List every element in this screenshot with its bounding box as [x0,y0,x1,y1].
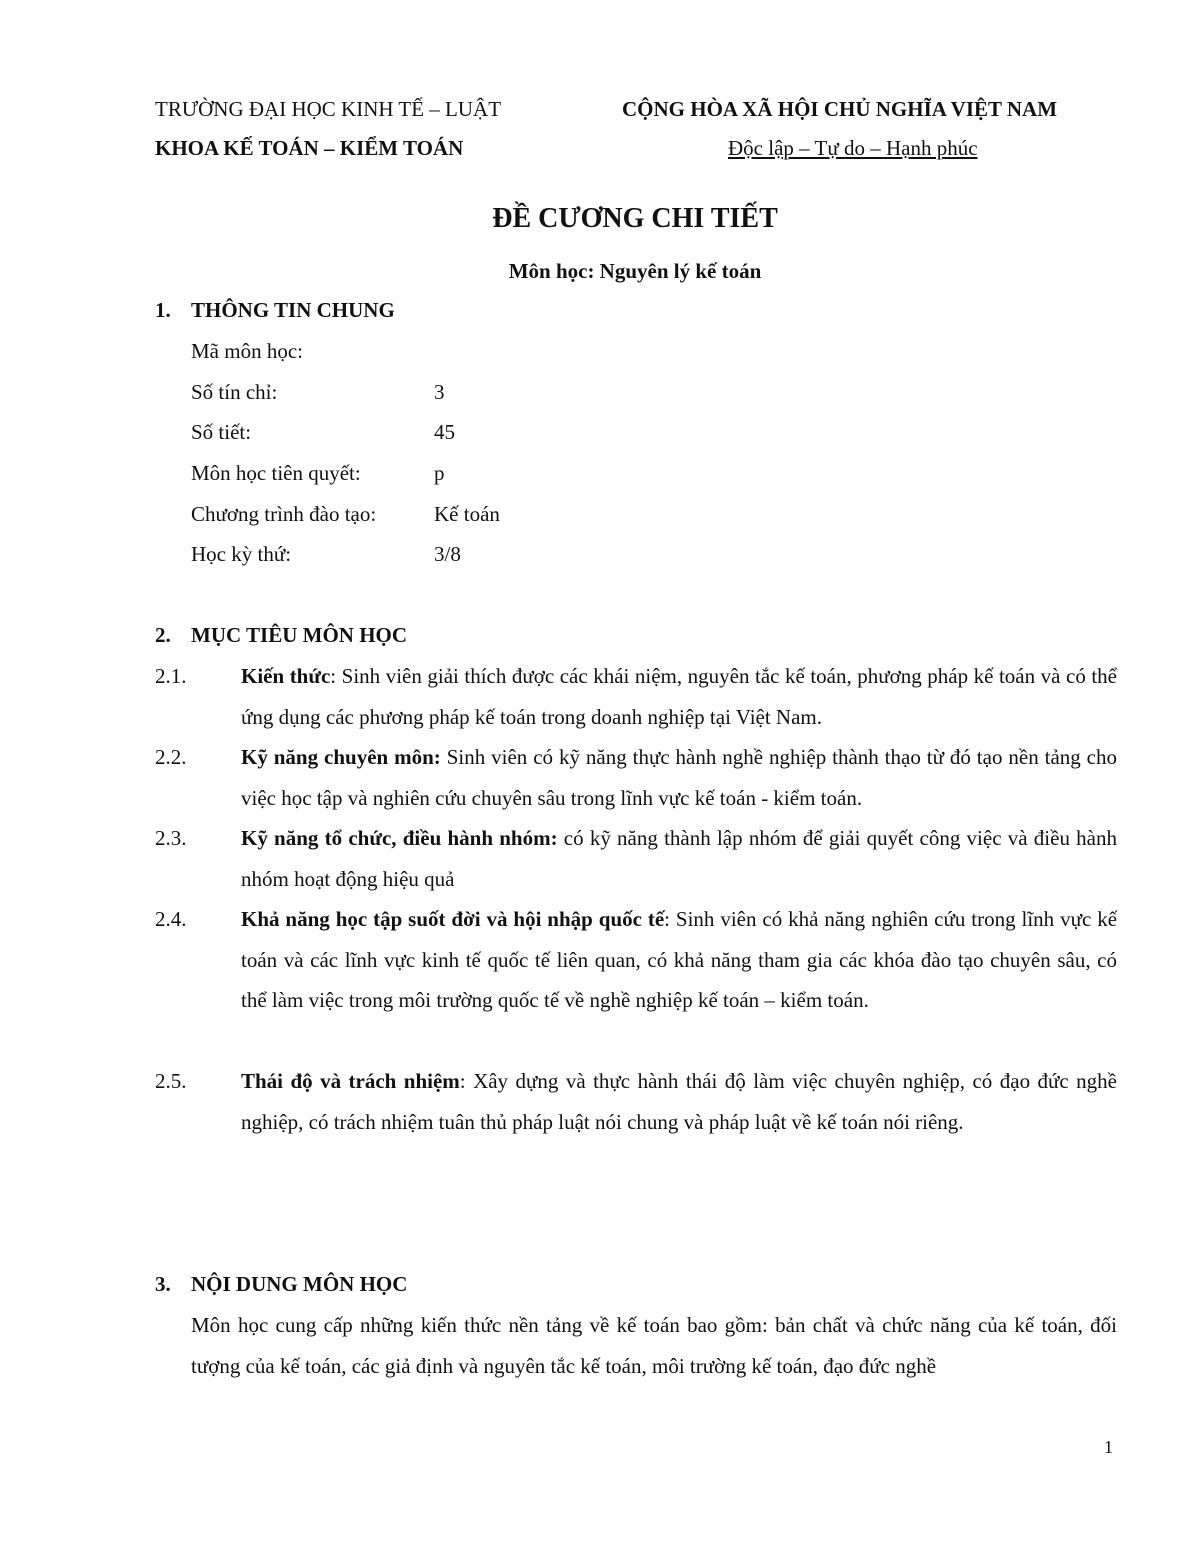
objective-item [155,737,1117,818]
info-value: 3/8 [434,542,461,566]
info-value: 3 [434,380,445,404]
section-2-title: MỤC TIÊU MÔN HỌC [191,623,408,647]
objective-item [155,656,1117,737]
section-1-number: 1. [155,298,171,322]
section-3-heading [155,1272,407,1297]
objective-description: : Sinh viên giải thích được các khái niệm, nguyên tắc kế toán, phương pháp kế toán và có thể ứng dụng các phương pháp kế toán trong doanh nghiệp tại Việt Nam. [241,664,1117,729]
objective-number: 2.4. [155,907,187,931]
objective-title: Khả năng học tập suốt đời và hội nhập quốc tế [241,907,665,931]
info-label: Chương trình đào tạo: [191,502,377,526]
university-name: TRƯỜNG ĐẠI HỌC KINH TẾ – LUẬT [155,97,502,121]
section-2-number: 2. [155,623,171,647]
info-value: 45 [434,420,455,444]
objective-text [241,1061,1117,1142]
info-label: Số tín chỉ: [191,380,278,404]
page-number: 1 [1104,1437,1113,1457]
info-value: Kế toán [434,502,500,526]
objective-description: có kỹ năng thành lập nhóm để giải quyết công việc và điều hành nhóm hoạt động hiệu quả [241,826,1117,891]
section-3-title: NỘI DUNG MÔN HỌC [191,1272,408,1296]
faculty-name: KHOA KẾ TOÁN – KIỂM TOÁN [155,136,464,160]
objective-item [155,1061,1117,1142]
course-subtitle: Môn học: Nguyên lý kế toán [508,259,762,283]
section-3-number: 3. [155,1272,171,1296]
objective-title: Kiến thức [241,664,331,688]
objective-description: : Xây dựng và thực hành thái độ làm việc chuyên nghiệp, có đạo đức nghề nghiệp, có trách nhiệm tuân thủ pháp luật nói chung và pháp luật về kế toán nói riêng. [241,1069,1117,1134]
content-paragraph: Môn học cung cấp những kiến thức nền tảng về kế toán bao gồm: bản chất và chức năng của kế toán, đối tượng của kế toán, các giả định và nguyên tắc kế toán, môi trường kế toán, đạo đức nghề [191,1313,1117,1378]
info-label: Mã môn học: [191,339,303,363]
document-title: ĐỀ CƯƠNG CHI TIẾT [492,203,778,234]
section-2-heading [155,623,407,648]
objective-description: : Sinh viên có khả năng nghiên cứu trong lĩnh vực kế toán và các lĩnh vực kinh tế quốc tế liên quan, có khả năng tham gia các khóa đào tạo chuyên sâu, có thể làm việc trong môi trường quốc tế về nghề nghiệp kế toán – kiểm toán. [241,907,1118,1012]
objective-text [241,737,1117,818]
objective-number: 2.5. [155,1069,187,1093]
objective-number: 2.3. [155,826,187,850]
objective-number: 2.2. [155,745,187,769]
section-1-title: THÔNG TIN CHUNG [191,298,395,322]
info-value: p [434,461,445,485]
objective-item [155,899,1117,1021]
info-label: Số tiết: [191,420,252,444]
republic-name: CỘNG HÒA XÃ HỘI CHỦ NGHĨA VIỆT NAM [622,97,1058,121]
section-1-heading [155,298,395,323]
objective-title: Kỹ năng tổ chức, điều hành nhóm: [241,826,558,850]
info-label: Môn học tiên quyết: [191,461,361,485]
objective-number: 2.1. [155,664,187,688]
objective-description: Sinh viên có kỹ năng thực hành nghề nghiệp thành thạo từ đó tạo nền tảng cho việc học tập và nghiên cứu chuyên sâu trong lĩnh vực kế toán - kiểm toán. [241,745,1117,810]
objective-text [241,899,1117,1021]
objective-item [155,818,1117,899]
objective-text [241,818,1117,899]
national-motto: Độc lập – Tự do – Hạnh phúc [728,136,978,160]
objective-title: Kỹ năng chuyên môn: [241,745,441,769]
objective-text [241,656,1117,737]
objective-title: Thái độ và trách nhiệm [241,1069,460,1093]
info-label: Học kỳ thứ: [191,542,292,566]
